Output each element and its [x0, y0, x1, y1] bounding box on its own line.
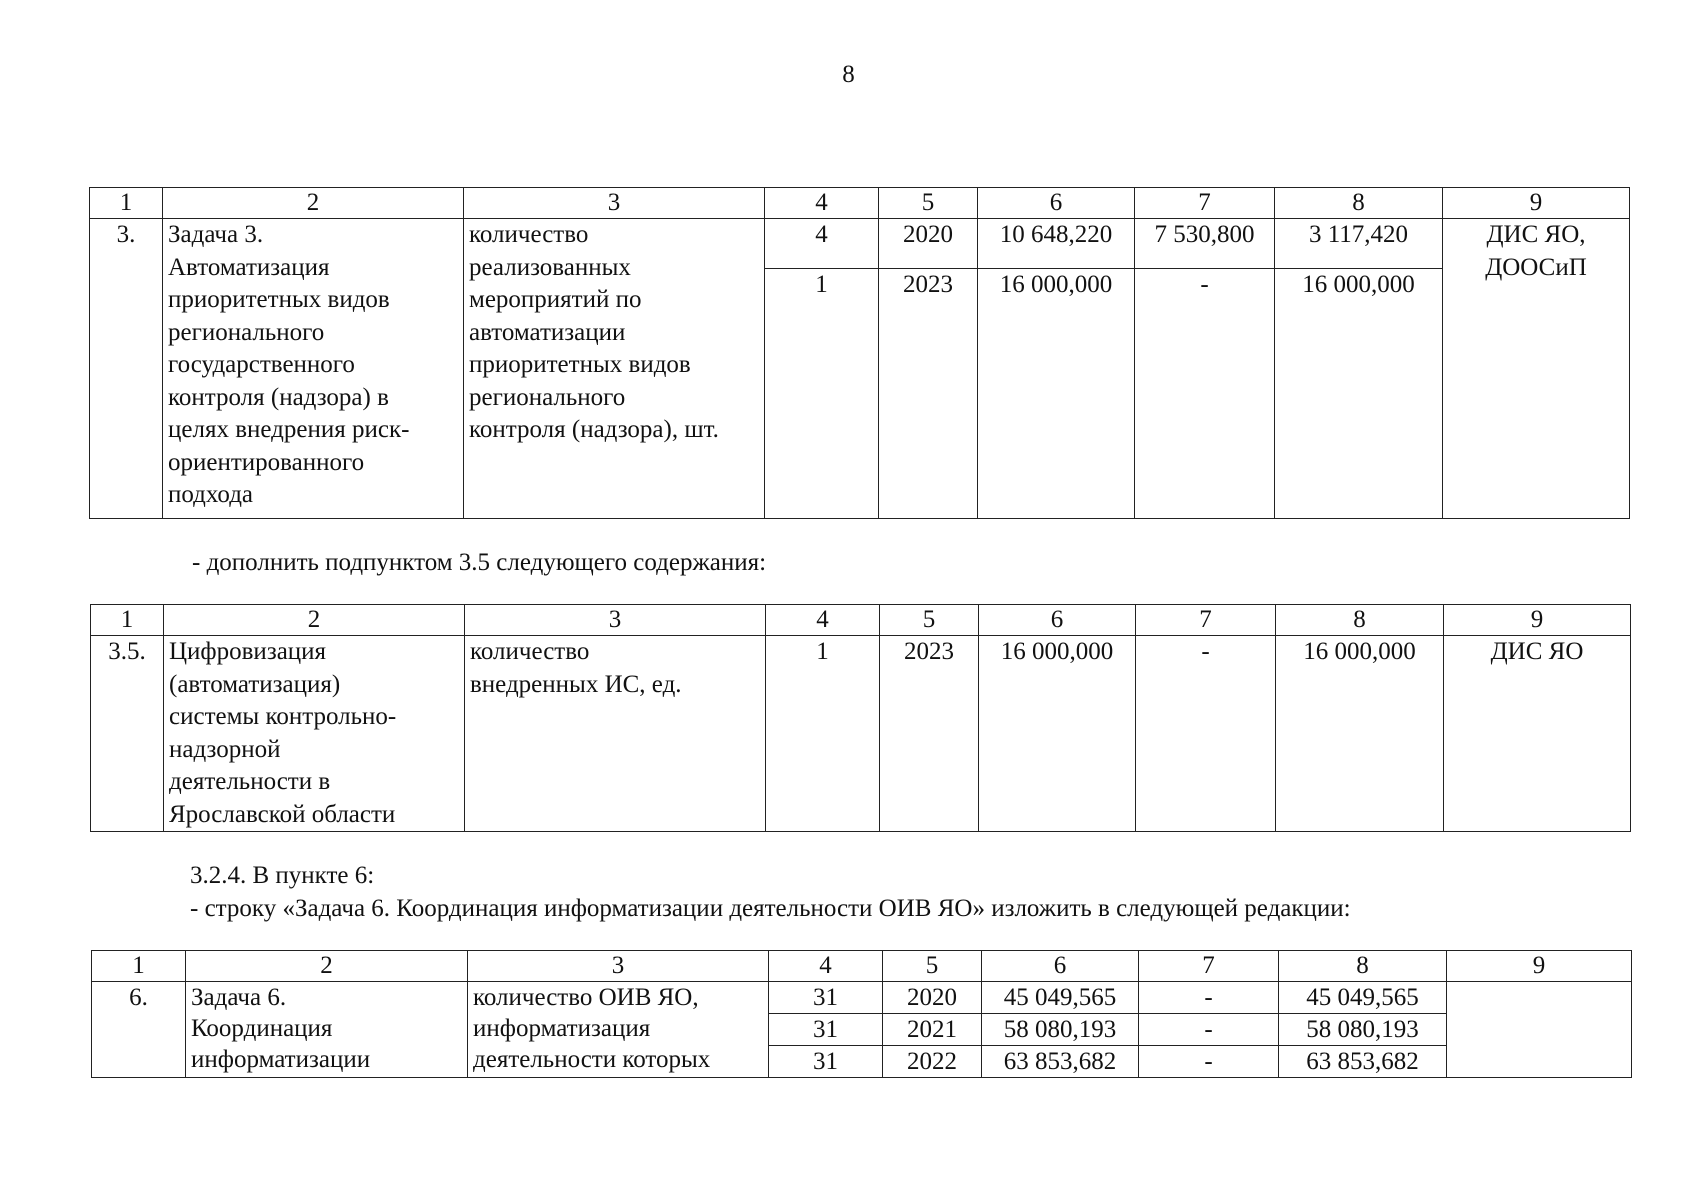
total-funding: 63 853,682 — [982, 1046, 1139, 1078]
header-cell: 1 — [90, 188, 163, 219]
year-cell: 2020 — [879, 219, 978, 269]
header-cell: 5 — [880, 605, 979, 636]
regional-funding: 16 000,000 — [1275, 269, 1443, 519]
regional-funding: 58 080,193 — [1279, 1014, 1447, 1046]
federal-funding: - — [1136, 636, 1276, 832]
federal-funding: - — [1139, 1014, 1279, 1046]
paragraph-add-subitem: - дополнить подпунктом 3.5 следующего содержания: — [192, 549, 767, 576]
indicator-name: количество внедренных ИС, ед. — [465, 636, 766, 832]
header-cell: 9 — [1444, 605, 1631, 636]
header-cell: 8 — [1275, 188, 1443, 219]
total-funding: 16 000,000 — [979, 636, 1136, 832]
header-cell: 8 — [1276, 605, 1444, 636]
header-cell: 5 — [883, 951, 982, 982]
federal-funding: - — [1135, 269, 1275, 519]
indicator-name: количество ОИВ ЯО, информатизация деятельности которых — [468, 982, 769, 1078]
total-funding: 58 080,193 — [982, 1014, 1139, 1046]
table-header-row — [92, 951, 1632, 982]
task-name: Задача 6. Координация информатизации — [186, 982, 468, 1078]
task-3-table — [89, 187, 1630, 519]
header-cell: 4 — [769, 951, 883, 982]
header-cell: 2 — [164, 605, 465, 636]
header-cell: 7 — [1136, 605, 1276, 636]
executor: ДИС ЯО, ДООСиП — [1443, 219, 1630, 519]
indicator-value: 31 — [769, 1046, 883, 1078]
indicator-value: 4 — [765, 219, 879, 269]
header-cell: 7 — [1139, 951, 1279, 982]
indicator-value: 31 — [769, 982, 883, 1014]
row-number: 6. — [92, 982, 186, 1078]
header-cell: 7 — [1135, 188, 1275, 219]
table-header-row — [91, 605, 1631, 636]
total-funding: 10 648,220 — [978, 219, 1135, 269]
header-cell: 3 — [465, 605, 766, 636]
header-cell: 1 — [91, 605, 164, 636]
executor: ДИС ЯО — [1444, 636, 1631, 832]
header-cell: 4 — [765, 188, 879, 219]
table-row — [91, 636, 1631, 832]
table-row — [90, 219, 1630, 269]
year-cell: 2023 — [879, 269, 978, 519]
table-header-row — [90, 188, 1630, 219]
row-number: 3.5. — [91, 636, 164, 832]
total-funding: 45 049,565 — [982, 982, 1139, 1014]
paragraph-task-6-replace: - строку «Задача 6. Координация информатизации деятельности ОИВ ЯО» изложить в следующей редакции: — [190, 895, 1351, 922]
indicator-value: 31 — [769, 1014, 883, 1046]
regional-funding: 45 049,565 — [1279, 982, 1447, 1014]
indicator-value: 1 — [766, 636, 880, 832]
page-number: 8 — [842, 61, 855, 88]
regional-funding: 16 000,000 — [1276, 636, 1444, 832]
header-cell: 5 — [879, 188, 978, 219]
header-cell: 8 — [1279, 951, 1447, 982]
task-name: Задача 3. Автоматизация приоритетных видов регионального государственного контроля (надзора) в целях внедрения риск- ориентированного подхода — [163, 219, 464, 519]
year-cell: 2020 — [883, 982, 982, 1014]
header-cell: 4 — [766, 605, 880, 636]
header-cell: 2 — [163, 188, 464, 219]
year-cell: 2021 — [883, 1014, 982, 1046]
regional-funding: 3 117,420 — [1275, 219, 1443, 269]
task-3-5-table — [90, 604, 1631, 832]
table-row — [92, 982, 1632, 1014]
header-cell: 6 — [978, 188, 1135, 219]
year-cell: 2022 — [883, 1046, 982, 1078]
task-6-table — [91, 950, 1632, 1078]
row-number: 3. — [90, 219, 163, 519]
regional-funding: 63 853,682 — [1279, 1046, 1447, 1078]
header-cell: 9 — [1447, 951, 1632, 982]
total-funding: 16 000,000 — [978, 269, 1135, 519]
task-name: Цифровизация (автоматизация) системы контрольно- надзорной деятельности в Ярославской области — [164, 636, 465, 832]
header-cell: 3 — [464, 188, 765, 219]
executor — [1447, 982, 1632, 1078]
header-cell: 9 — [1443, 188, 1630, 219]
indicator-value: 1 — [765, 269, 879, 519]
paragraph-item-6: 3.2.4. В пункте 6: — [190, 862, 375, 889]
header-cell: 2 — [186, 951, 468, 982]
header-cell: 3 — [468, 951, 769, 982]
federal-funding: 7 530,800 — [1135, 219, 1275, 269]
indicator-name: количество реализованных мероприятий по автоматизации приоритетных видов регионального контроля (надзора), шт. — [464, 219, 765, 519]
federal-funding: - — [1139, 982, 1279, 1014]
header-cell: 6 — [982, 951, 1139, 982]
year-cell: 2023 — [880, 636, 979, 832]
header-cell: 6 — [979, 605, 1136, 636]
header-cell: 1 — [92, 951, 186, 982]
federal-funding: - — [1139, 1046, 1279, 1078]
